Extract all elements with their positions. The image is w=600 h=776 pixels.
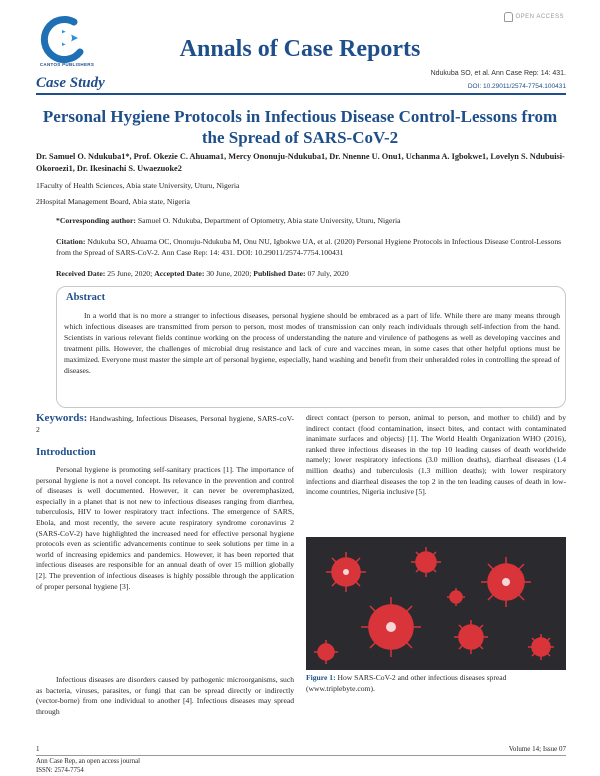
page-number: 1 <box>36 745 40 753</box>
short-citation: Ndukuba SO, et al. Ann Case Rep: 14: 431. <box>430 70 566 77</box>
introduction-heading: Introduction <box>36 446 96 458</box>
header-rule <box>36 93 566 95</box>
journal-title: Annals of Case Reports <box>179 36 421 62</box>
citation-text: Ndukuba SO, Ahuama OC, Ononuju-Ndukuba M, Onu NU, Igbokwe UA, et al. (2020) Personal Hygiene Protocols in Infectious Disease Control-Lessons from the Spread of SARS-CoV-2. Ann Case Rep: 14: 431. DOI: 10.29011/2574-7754.100431 <box>56 237 562 257</box>
body-paragraph-3: direct contact (person to person, animal to person, and mother to child) and by indirect contact (food contamination, insect bites, and contact with contaminated inanimate surfaces and objects) [1]. The World Health Organization WHO (2016), ranked three infectious diseases in the top 10 leading causes of death worldwide namely; lower respiratory infections (3.0 million deaths), diarrheal diseases (1.4 million deaths) and tuberculosis (1.3 million deaths); with lower respiratory infections and diarrheal diseases the top 2 in the ten leading causes of death in low-income countries, Nigeria inclusive [5]. <box>306 413 566 497</box>
abstract-heading: Abstract <box>66 292 106 303</box>
footer-issn: ISSN: 2574-7754 <box>36 767 84 774</box>
keywords <box>36 413 294 435</box>
open-access-badge <box>504 12 564 22</box>
published-label: Published Date: <box>253 269 306 278</box>
affiliation-2: 2Hospital Management Board, Abia state, Nigeria <box>36 197 190 206</box>
received-label: Received Date: <box>56 269 106 278</box>
figure-background <box>306 537 566 670</box>
accepted-label: Accepted Date: <box>154 269 205 278</box>
corresponding-author <box>56 215 566 226</box>
accepted-value: 30 June, 2020; <box>206 269 252 278</box>
figure-label: Figure 1: <box>306 673 336 682</box>
article-type: Case Study <box>36 75 105 91</box>
received-value: 25 June, 2020; <box>107 269 153 278</box>
corresponding-label: *Corresponding author: <box>56 216 136 225</box>
open-lock-icon <box>504 12 513 22</box>
virus-particle <box>454 620 488 654</box>
publisher-logo-text: CANTOS PUBLISHERS <box>39 62 95 67</box>
abstract-text: In a world that is no more a stranger to infectious diseases, personal hygiene should be embraced as a part of life. While there are many means through which infectious diseases are transmitted from person to person, most modes of transmission can only reach individuals through self-infection from the hand. Scientists in various relevant fields continue working on the process of understanding the nature and virulence of pathogens as well as developing vaccines and treatment pills. However, the challenges of microbial drug resistance and lack of cure and vaccines mean, in some cases that other helpful options must be maximized. Everyone must master the simple art of personal hygiene, especially, hand washing and benefit from their unheralded roles in controlling the spread of diseases. <box>64 311 560 375</box>
article-dates <box>56 268 566 279</box>
body-paragraph-2: Infectious diseases are disorders caused by pathogenic microorganisms, such as bacteria, viruses, parasites, or fungi that can be spread directly or indirectly (vector-borne) from one individual to another [4]. Infectious diseases may spread through <box>36 675 294 716</box>
figure-1-caption <box>306 673 566 694</box>
citation-label: Citation: <box>56 237 86 246</box>
affiliation-1: 1Faculty of Health Sciences, Abia state University, Uturu, Nigeria <box>36 181 240 190</box>
author-list: Dr. Samuel O. Ndukuba1*, Prof. Okezie C. Ahuama1, Mercy Ononuju-Ndukuba1, Dr. Nnenne U. Onu1, Uchanma A. Igbokwe1, Lovelyn S. Ndubuisi-Okoroezi1, Dr. Ikesinachi S. Uwaezuoke2 <box>36 152 565 173</box>
published-value: 07 July, 2020 <box>307 269 349 278</box>
corresponding-text: Samuel O. Ndukuba, Department of Optometry, Abia state University, Uturu, Nigeria <box>137 216 401 225</box>
article-title: Personal Hygiene Protocols in Infectious Disease Control-Lessons from the Spread of SARS-CoV-2 <box>42 107 558 147</box>
figure-1-image <box>306 537 566 670</box>
keywords-label: Keywords: <box>36 412 88 424</box>
footer-rule <box>36 755 566 756</box>
body-paragraph-1: Personal hygiene is promoting self-sanitary practices [1]. The importance of personal hygiene is not a novel concept. Its relevance in the prevention and control of diseases is well documented. However, it can never be overemphasized, especially in a planet that is not new to infectious diseases ranging from diarrhea, tuberculosis, HIV to lower respiratory tract infections. The emergence of SARS, Ebola, and most recently, the severe acute respiratory syndrome coronavirus 2 (SARS-CoV-2) have highlighted the increased need for effective personal hygiene protocols even as scientific advancements continue to seek solutions per time in a world of increasing epidemics and pandemics. However, it has been reported that infectious diseases are responsible for an annual death of over 15 million globally [2]. The prevention of infectious diseases is highly possible through the application of proper personal hygiene [3]. <box>36 465 294 591</box>
keywords-text: Handwashing, Infectious Diseases, Personal hygiene, SARS-coV-2 <box>36 414 295 434</box>
footer-journal: Ann Case Rep, an open access journal <box>36 758 140 765</box>
doi-link[interactable]: DOI: 10.29011/2574-7754.100431 <box>467 83 566 90</box>
figure-caption-text: How SARS-CoV-2 and other infectious diseases spread (www.triplebyte.com). <box>306 673 507 693</box>
volume-issue: Volume 14; Issue 07 <box>508 745 566 753</box>
citation <box>56 236 566 258</box>
open-access-label: OPEN ACCESS <box>515 14 564 20</box>
